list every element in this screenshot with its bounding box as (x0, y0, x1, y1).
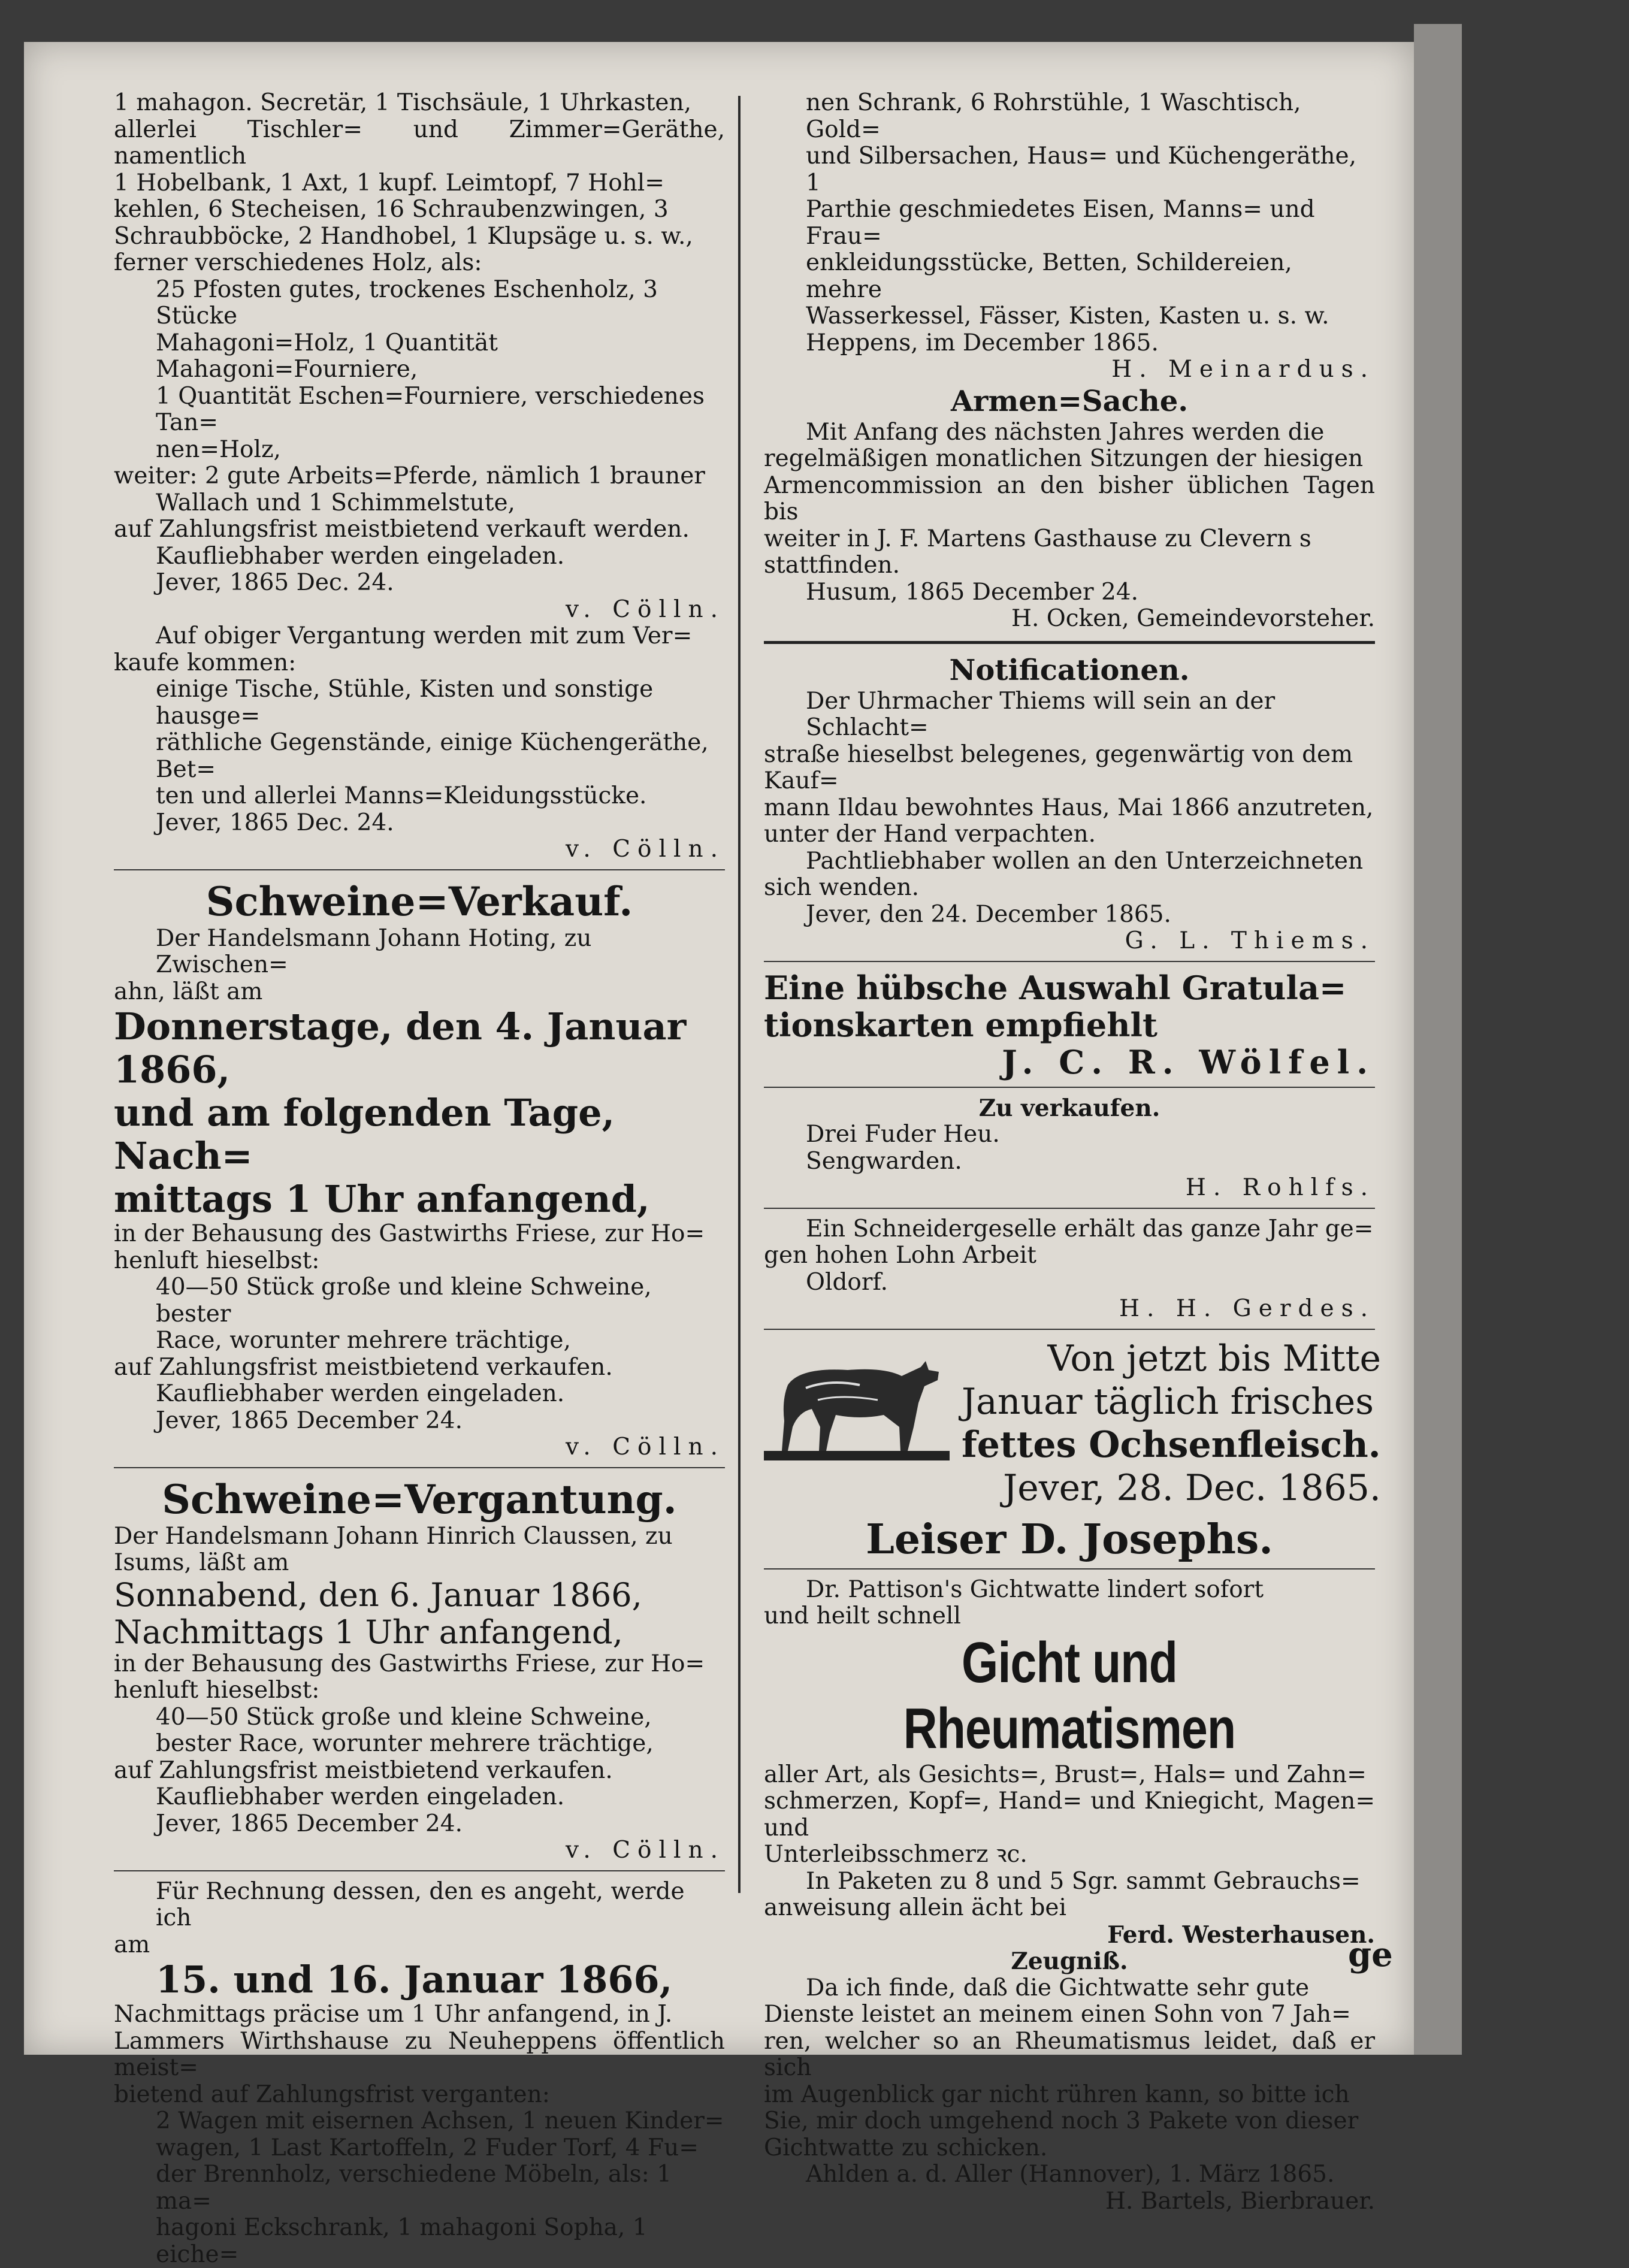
text-line: Dr. Pattison's Gichtwatte lindert sofort (806, 1575, 1264, 1603)
text-line: aller Art, als Gesichts=, Brust=, Hals= und Zahn= (764, 1761, 1367, 1788)
text-line: straße hieselbst belegenes, gegenwärtig von dem Kauf= (764, 740, 1353, 794)
date-line: Ahlden a. d. Aller (Hannover), 1. März 1865. (806, 2161, 1335, 2188)
armen-paragraph (764, 419, 1375, 579)
ox-ad-text (962, 1337, 1381, 1510)
heading-zeugniss: Zeugniß. (1011, 1948, 1128, 1975)
ad-signature: Ferd. Westerhausen. (1107, 1921, 1375, 1949)
date-line: Jever, 1865 December 24. (156, 1407, 463, 1434)
signature: v. Cölln. (566, 836, 725, 863)
page-edge (1414, 24, 1462, 2055)
signature: H. Ocken, Gemeindevorsteher. (1011, 605, 1375, 632)
text-line: 2 Wagen mit eisernen Achsen, 1 neuen Kinder= (156, 2107, 724, 2134)
catchword: ge (1348, 1935, 1393, 1974)
testimonial (764, 1975, 1375, 2162)
heading-armen-sache: Armen=Sache. (950, 384, 1189, 418)
text-line: weiter in J. F. Martens Gasthause zu Clevern s (764, 525, 1311, 552)
heading-schweine-verkauf: Schweine=Verkauf. (205, 878, 633, 925)
text-line: weiter: 2 gute Arbeits=Pferde, nämlich 1 brauner (114, 462, 705, 489)
text-line: nen=Holz, (156, 436, 281, 463)
text-line: Mahagoni=Holz, 1 Quantität Mahagoni=Fourniere, (156, 329, 498, 383)
text-line: bietend auf Zahlungsfrist verganten: (114, 2080, 550, 2108)
text-line: Unterleibsschmerz ꝛc. (764, 1841, 1027, 1868)
text-line: unter der Hand verpachten. (764, 821, 1096, 848)
text-line: Drei Fuder Heu. (806, 1121, 1000, 1148)
column-divider (738, 96, 741, 1893)
text-line: Pachtliebhaber wollen an den Unterzeichneten (806, 847, 1364, 875)
ad-headline: Eine hübsche Auswahl Gratula= (764, 968, 1347, 1007)
ad-line: fettes Ochsenfleisch. (962, 1423, 1381, 1466)
text-line: Der Uhrmacher Thiems will sein an der Schlacht= (806, 687, 1276, 741)
signature: v. Cölln. (566, 595, 725, 623)
text-line: Race, worunter mehrere trächtige, (156, 1327, 571, 1354)
text-line: anweisung allein ächt bei (764, 1894, 1066, 1921)
text-line: 1 Quantität Eschen=Fourniere, verschiedenes Tan= (156, 382, 705, 436)
text-line: Schraubböcke, 2 Handhobel, 1 Klupsäge u. s. w., (114, 222, 693, 250)
text-line: Da ich finde, daß die Gichtwatte sehr gute (806, 1974, 1310, 2001)
text-line: und Silbersachen, Haus= und Küchengeräthe, 1 (806, 143, 1356, 196)
ox-woodcut-icon (764, 1343, 950, 1463)
text-line: Sengwarden. (806, 1147, 962, 1175)
text-line: Armencommission an den bisher üblichen Tagen bis (764, 471, 1375, 525)
text-line: am (114, 1931, 150, 1958)
text-line: Lammers Wirthshause zu Neuheppens öffentlich meist= (114, 2027, 725, 2081)
text-line: in der Behausung des Gastwirths Friese, zur Ho= (114, 1650, 705, 1677)
wood-list (114, 277, 725, 464)
text-line: ahn, läßt am (114, 978, 263, 1005)
text-line: auf Zahlungsfrist meistbietend verkauft werden. (114, 516, 690, 543)
text-line: Nachmittags präcise um 1 Uhr anfangend, in J. (114, 2001, 673, 2028)
signature: v. Cölln. (566, 1837, 725, 1864)
newspaper-page (24, 42, 1414, 2268)
heading-notificationen: Notificationen. (949, 653, 1190, 687)
text-line: ferner verschiedenes Holz, als: (114, 249, 482, 276)
text-line: ten und allerlei Manns=Kleidungsstücke. (156, 782, 647, 809)
signature: v. Cölln. (566, 1434, 725, 1460)
text-line: wagen, 1 Last Kartoffeln, 2 Fuder Torf, 4 Fu= (156, 2134, 699, 2161)
date-line: Husum, 1865 December 24. (806, 578, 1139, 606)
items-continued (764, 90, 1375, 330)
divider (764, 1568, 1375, 1570)
text-line: hagoni Eckschrank, 1 mahagoni Sopha, 1 eiche= (156, 2214, 648, 2268)
signature: H. Meinardus. (1111, 356, 1375, 383)
text-line: nen Schrank, 6 Rohrstühle, 1 Waschtisch, Gold= (806, 89, 1301, 143)
divider (764, 961, 1375, 962)
date-big: Sonnabend, den 6. Januar 1866, (114, 1575, 642, 1614)
text-line: Parthie geschmiedetes Eisen, Manns= und Frau= (806, 196, 1315, 250)
divider (764, 641, 1375, 644)
heading-schweine-vergantung: Schweine=Vergantung. (162, 1475, 677, 1523)
text-line: Kaufliebhaber werden eingeladen. (156, 1783, 565, 1810)
signature: H. H. Gerdes. (1119, 1295, 1375, 1322)
text-line: Gichtwatte zu schicken. (764, 2134, 1048, 2161)
text-line: henluft hieselbst: (114, 1677, 320, 1704)
ad-signature: J. C. R. Wölfel. (1002, 1042, 1375, 1081)
gicht-headline: Gicht und Rheumatismen (903, 1630, 1236, 1761)
divider (764, 1329, 1375, 1330)
ox-advertisement (764, 1337, 1381, 1517)
text-line: stattfinden. (764, 552, 900, 579)
text-line: Oldorf. (806, 1268, 888, 1296)
text-line: Kaufliebhaber werden eingeladen. (156, 542, 565, 570)
divider (114, 869, 725, 870)
text-line: einige Tische, Stühle, Kisten und sonstige hausge= (156, 676, 654, 730)
text-line: regelmäßigen monatlichen Sitzungen der hiesigen (764, 445, 1364, 472)
ad-line: Von jetzt bis Mitte (1047, 1337, 1381, 1380)
text-line: gen hohen Lohn Arbeit (764, 1242, 1036, 1269)
date-line: Jever, 1865 Dec. 24. (156, 809, 394, 836)
signature: H. Bartels, Bierbrauer. (1105, 2187, 1375, 2215)
ad-headline: tionskarten empfiehlt (764, 1005, 1157, 1044)
text-line: Mit Anfang des nächsten Jahres werden die (806, 418, 1325, 446)
horses-paragraph (114, 463, 725, 543)
text-line: Wallach und 1 Schimmelstute, (156, 489, 515, 516)
text-line: bester Race, worunter mehrere trächtige, (156, 1730, 654, 1757)
text-line: ren, welcher so an Rheumatismus leidet, daß er sich (764, 2027, 1375, 2081)
date-big: Nachmittags 1 Uhr anfangend, (114, 1613, 623, 1651)
ad-line: Jever, 28. Dec. 1865. (1003, 1466, 1381, 1509)
text-line: kaufe kommen: (114, 649, 297, 676)
household-list (114, 676, 725, 810)
date-line: Jever, 1865 Dec. 24. (156, 569, 394, 596)
text-line: Isums, läßt am (114, 1549, 289, 1576)
text-line: Dienste leistet an meinem einen Sohn von 7 Jah= (764, 2001, 1351, 2028)
text-line: auf Zahlungsfrist meistbietend verkaufen. (114, 1353, 613, 1381)
text-line: enkleidungsstücke, Betten, Schildereien, mehre (806, 249, 1292, 303)
date-line: Heppens, im December 1865. (806, 329, 1159, 356)
date-big: mittags 1 Uhr anfangend, (114, 1177, 650, 1221)
text-line: mann Ildau bewohntes Haus, Mai 1866 anzutreten, (764, 794, 1374, 821)
ad-signature: Leiser D. Josephs. (866, 1515, 1273, 1564)
date-big: und am folgenden Tage, Nach= (114, 1091, 615, 1178)
divider (114, 1467, 725, 1468)
text-line: und heilt schnell (764, 1602, 961, 1629)
text-line: räthliche Gegenstände, einige Küchengeräthe, Bet= (156, 729, 709, 783)
divider (114, 1870, 725, 1871)
text-line: henluft hieselbst: (114, 1247, 320, 1274)
text-line: 40—50 Stück große und kleine Schweine, (156, 1703, 652, 1731)
text-line: Auf obiger Vergantung werden mit zum Ver= (156, 622, 693, 649)
text-line: Für Rechnung dessen, den es angeht, werde ich (156, 1877, 685, 1931)
date-big: Donnerstage, den 4. Januar 1866, (114, 1005, 687, 1091)
text-line: im Augenblick gar nicht rühren kann, so bitte ich (764, 2080, 1350, 2108)
text-line: 40—50 Stück große und kleine Schweine, bester (156, 1274, 652, 1327)
text-line: Ein Schneidergeselle erhält das ganze Jahr ge= (806, 1215, 1374, 1242)
date-big: 15. und 16. Januar 1866, (156, 1958, 673, 2001)
signature: H. Rohlfs. (1185, 1174, 1375, 1201)
signature: G. L. Thiems. (1125, 927, 1375, 954)
text-line: Der Handelsmann Johann Hinrich Claussen, zu (114, 1522, 673, 1550)
gicht-paragraph (764, 1762, 1375, 1922)
heading-zu-verkaufen: Zu verkaufen. (978, 1094, 1160, 1122)
text-line: In Paketen zu 8 und 5 Sgr. sammt Gebrauchs= (806, 1867, 1361, 1895)
text-line: Sie, mir doch umgehend noch 3 Pakete von dieser (764, 2107, 1359, 2134)
text-line: auf Zahlungsfrist meistbietend verkaufen. (114, 1756, 613, 1784)
ad-line: Januar täglich frisches (962, 1380, 1374, 1423)
text-line: 1 mahagon. Secretär, 1 Tischsäule, 1 Uhrkasten, (114, 89, 692, 116)
text-line: der Brennholz, verschiedene Möbeln, als: 1 ma= (156, 2161, 672, 2215)
date-line: Jever, 1865 December 24. (156, 1810, 463, 1837)
auction-paragraph (114, 2001, 725, 2108)
left-column (114, 90, 725, 2268)
text-line: Kaufliebhaber werden eingeladen. (156, 1380, 565, 1407)
auction-list (114, 90, 725, 277)
items-list (114, 2108, 725, 2268)
text-line: Wasserkessel, Fässer, Kisten, Kasten u. s. w. (806, 303, 1329, 329)
text-line: Der Handelsmann Johann Hoting, zu Zwischen= (156, 924, 592, 978)
right-column (764, 89, 1381, 2215)
text-line: allerlei Tischler= und Zimmer=Geräthe, namentlich (114, 116, 725, 170)
text-line: sich wenden. (764, 874, 919, 901)
text-line: 1 Hobelbank, 1 Axt, 1 kupf. Leimtopf, 7 Hohl= (114, 169, 664, 196)
divider (764, 1087, 1375, 1088)
divider (764, 1208, 1375, 1209)
text-line: kehlen, 6 Stecheisen, 16 Schraubenzwingen, 3 (114, 196, 669, 223)
text-line: 25 Pfosten gutes, trockenes Eschenholz, 3 Stücke (156, 276, 658, 329)
date-line: Jever, den 24. December 1865. (806, 900, 1171, 928)
text-line: schmerzen, Kopf=, Hand= und Kniegicht, Magen= und (764, 1788, 1375, 1841)
text-line: in der Behausung des Gastwirths Friese, zur Ho= (114, 1220, 705, 1247)
